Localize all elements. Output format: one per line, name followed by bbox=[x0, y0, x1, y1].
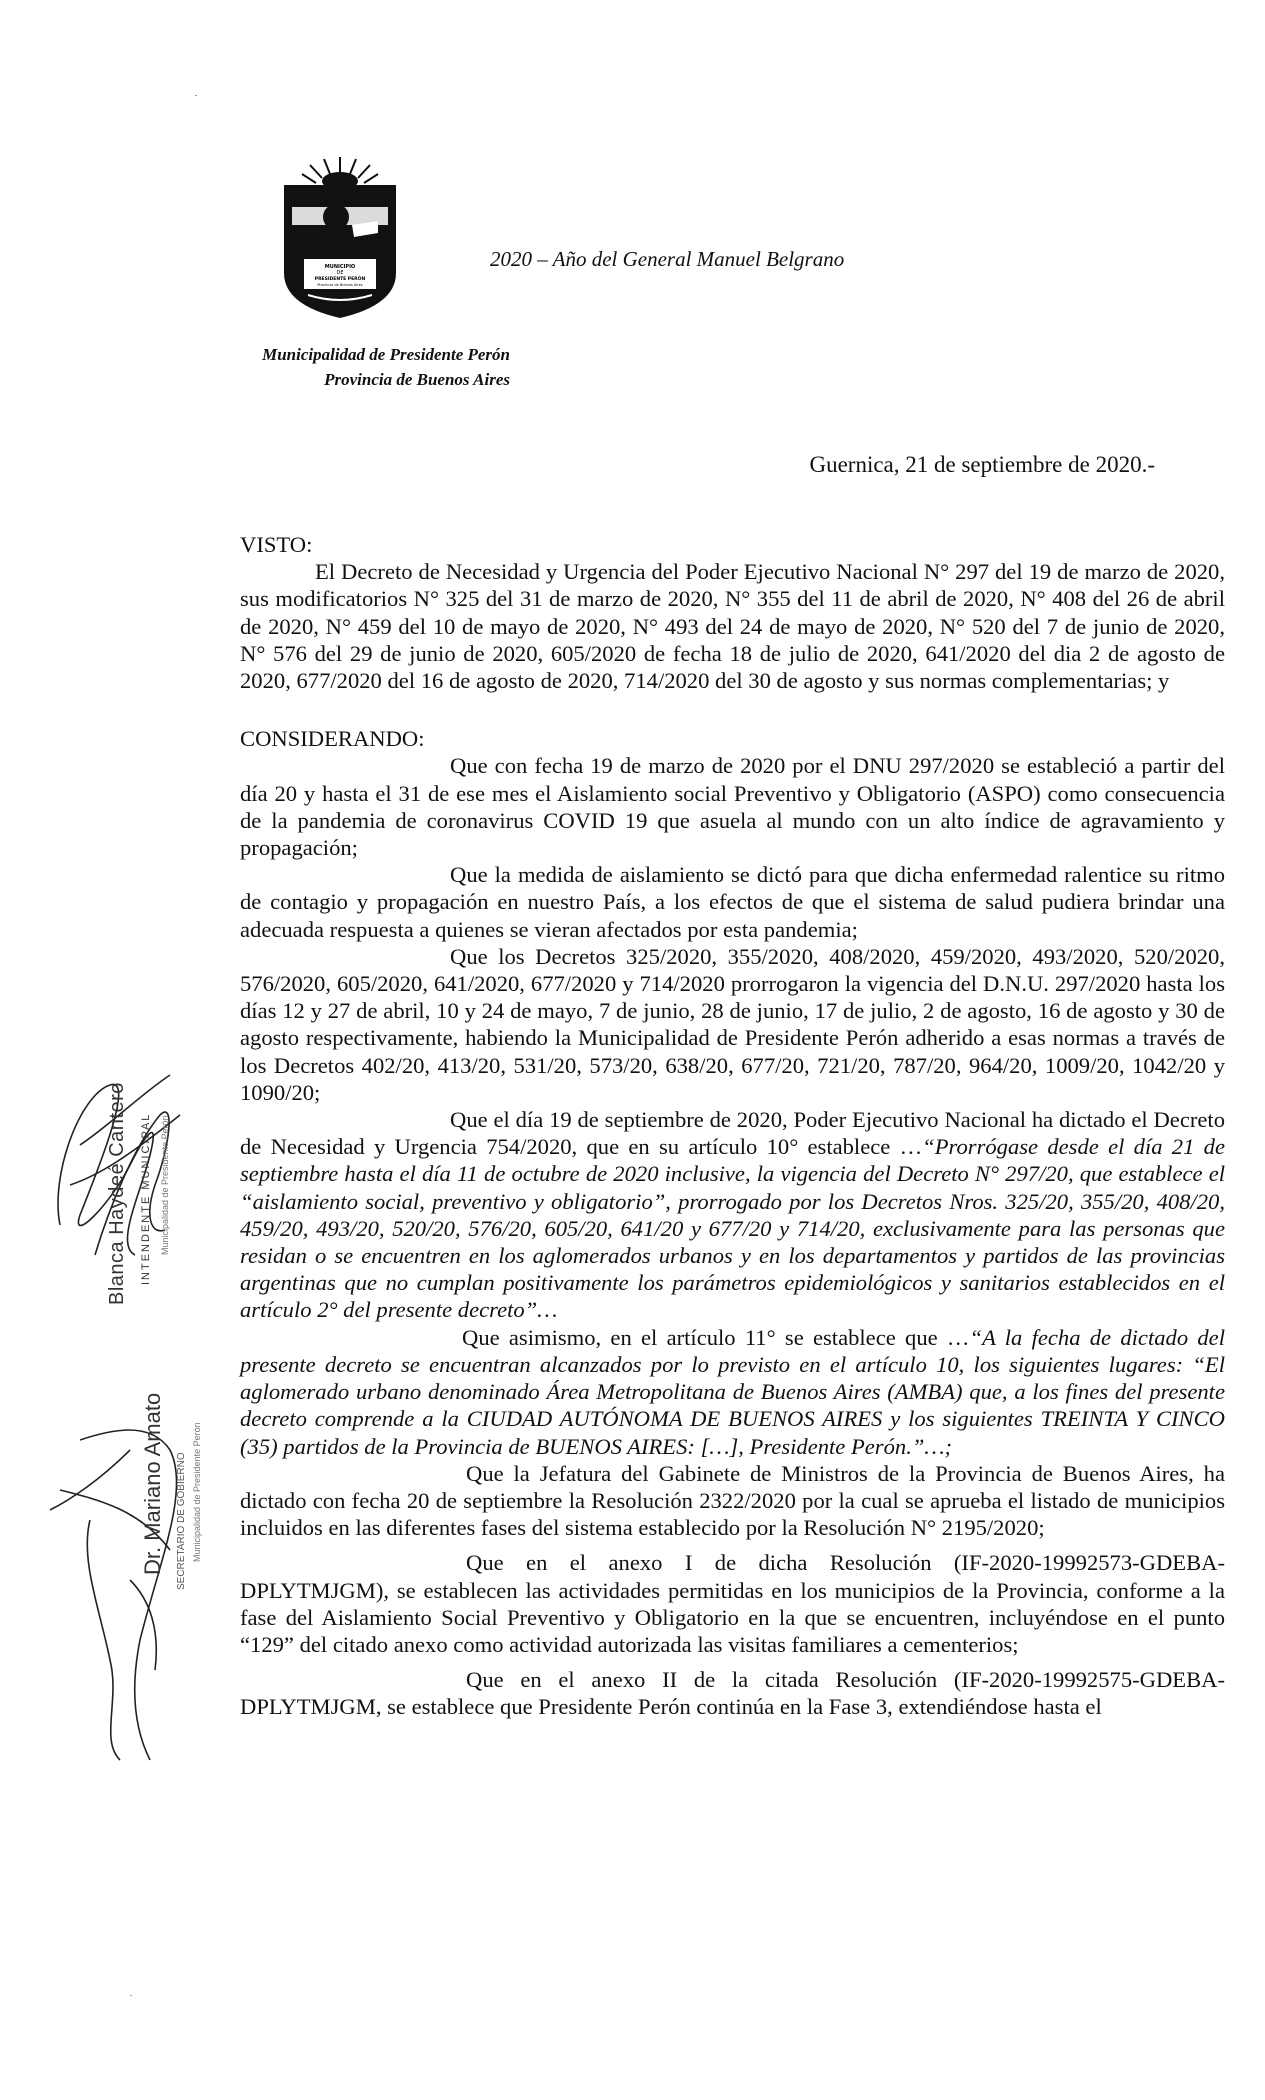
considerando-paragraph-8: Que en el anexo II de la citada Resolución (IF-2020-19992575-GDEBA-DPLYTMJGM, se establece que Presidente Perón continúa en la Fase 3, extendiéndose hasta el bbox=[240, 1667, 1225, 1720]
year-motto: 2020 – Año del General Manuel Belgrano bbox=[490, 247, 845, 271]
municipal-crest-logo bbox=[278, 155, 402, 320]
paragraph-5-text: Que asimismo, en el artículo 11° se establece que … bbox=[462, 1324, 970, 1350]
considerando-paragraph-5 bbox=[240, 1324, 1225, 1460]
considerando-heading: CONSIDERANDO: bbox=[240, 726, 425, 752]
municipality-name: Municipalidad de Presidente Perón bbox=[262, 345, 510, 364]
considerando-paragraph-6: Que la Jefatura del Gabinete de Ministros de la Provincia de Buenos Aires, ha dictado con fecha 20 de septiembre la Resolución 2322/2020 por la cual se aprueba el listado de municipios incluidos en las diferentes fases del sistema establecido por la Resolución N° 2195/2020; bbox=[240, 1460, 1225, 1541]
stamp-secretario-sub: Municipalidad de Presidente Perón bbox=[192, 1422, 202, 1562]
considerando-paragraph-7: Que en el anexo I de dicha Resolución (IF-2020-19992573-GDEBA-DPLYTMJGM), se establecen las actividades permitidas en los municipios de la Provincia, conforme a la fase del Aislamiento Social Preventivo y Obligatorio en la que se encuentren, incluyéndose en el punto “129” del citado anexo como actividad autorizada las visitas familiares a cementerios; bbox=[240, 1550, 1225, 1657]
paragraph-4-text: Que el día 19 de septiembre de 2020, Poder Ejecutivo Nacional ha dictado el Decreto de Necesidad y Urgencia 754/2020, que en su artículo 10° establece … bbox=[240, 1107, 1225, 1160]
visto-paragraph: El Decreto de Necesidad y Urgencia del Poder Ejecutivo Nacional N° 297 del 19 de marzo de 2020, sus modificatorios N° 325 del 31 de marzo de 2020, N° 355 del 11 de abril de 2020, N° 408 del 26 de abril de 2020, N° 459 del 10 de mayo de 2020, N° 493 del 24 de mayo de 2020, N° 520 del 7 de junio de 2020, N° 576 del 29 de junio de 2020, 605/2020 de fecha 18 de julio de 2020, 641/2020 del dia 2 de agosto de 2020, 677/2020 del 16 de agosto de 2020, 714/2020 del 30 de agosto y sus normas complementarias; y bbox=[240, 559, 1225, 694]
visto-heading: VISTO: bbox=[240, 532, 313, 557]
paragraph-5-quote: “A la fecha de dictado del presente decreto se encuentran alcanzados por lo previsto en el artículo 10, los siguientes lugares: “El aglomerado urbano denominado Área Metropolitana de Buenos Aires (AMBA) que, a los fines del presente decreto comprende a la CIUDAD AUTÓNOMA DE BUENOS AIRES y los siguientes TREINTA Y CINCO (35) partidos de la Provincia de BUENOS AIRES: […], Presidente Perón.”…; bbox=[240, 1324, 1225, 1459]
stamp-secretario-title: SECRETARIO DE GOBIERNO bbox=[176, 1452, 187, 1590]
stamp-secretario-name: Dr. Mariano Amato bbox=[140, 1392, 165, 1575]
scan-speck bbox=[195, 95, 197, 96]
stamp-intendente-name: Blanca Haydeé Cantero bbox=[106, 1082, 128, 1305]
province-name: Provincia de Buenos Aires bbox=[324, 370, 510, 389]
scan-speck bbox=[130, 1995, 132, 1996]
crest-text-line1: MUNICIPIO bbox=[324, 264, 356, 270]
considerando-paragraph-3: Que los Decretos 325/2020, 355/2020, 408/2020, 459/2020, 493/2020, 520/2020, 576/2020, 605/2020, 641/2020, 677/2020 y 714/2020 prorrogaron la vigencia del D.N.U. 297/2020 hasta los días 12 y 27 de abril, 10 y 24 de mayo, 7 de junio, 28 de junio, 17 de julio, 2 de agosto, 16 de agosto y 30 de agosto respectivamente, habiendo la Municipalidad de Presidente Perón adherido a esas normas a través de los Decretos 402/20, 413/20, 531/20, 573/20, 638/20, 677/20, 721/20, 787/20, 964/20, 1009/20, 1042/20 y 1090/20; bbox=[240, 943, 1225, 1105]
document-body bbox=[240, 531, 1225, 1721]
stamp-intendente-sub: Municipalidad de Presidente Perón bbox=[160, 1115, 170, 1255]
crest-text-line4: Provincia de Buenos Aires bbox=[317, 283, 363, 287]
municipality-header bbox=[210, 342, 510, 392]
paragraph-4-quote: “Prorrógase desde el día 21 de septiembre hasta el día 11 de octubre de 2020 inclusive, la vigencia del Decreto N° 297/20, que establece el “aislamiento social, preventivo y obligatorio”, prorrogado por los Decretos Nros. 325/20, 355/20, 408/20, 459/20, 493/20, 520/20, 576/20, 605/20, 641/20 y 677/20 y 714/20, exclusivamente para las personas que residan o se encuentren en los aglomerados urbanos y en los departamentos y partidos de las provincias argentinas que no cumplan positivamente los parámetros epidemiológicos y sanitarios establecidos en el artículo 2° del presente decreto”… bbox=[240, 1134, 1225, 1323]
crest-text-line2: DE bbox=[336, 270, 344, 276]
signature-intendente bbox=[40, 1055, 220, 1285]
considerando-paragraph-4 bbox=[240, 1106, 1225, 1324]
crest-text-line3: PRESIDENTE PERÓN bbox=[314, 277, 366, 282]
considerando-paragraph-1: Que con fecha 19 de marzo de 2020 por el DNU 297/2020 se estableció a partir del día 20 y hasta el 31 de ese mes el Aislamiento social Preventivo y Obligatorio (ASPO) como consecuencia de la pandemia de coronavirus COVID 19 que asuela al mundo con un alto índice de agravamiento y propagación; bbox=[240, 753, 1225, 861]
considerando-paragraph-2: Que la medida de aislamiento se dictó para que dicha enfermedad ralentice su ritmo de contagio y propagación en nuestro País, a los efectos de que el sistema de salud pudiera brindar una adecuada respuesta a quienes se vieran afectados por esta pandemia; bbox=[240, 862, 1225, 942]
date-line: Guernica, 21 de septiembre de 2020.- bbox=[809, 452, 1155, 477]
stamp-intendente-title: INTENDENTE MUNICIPAL bbox=[140, 1112, 152, 1285]
